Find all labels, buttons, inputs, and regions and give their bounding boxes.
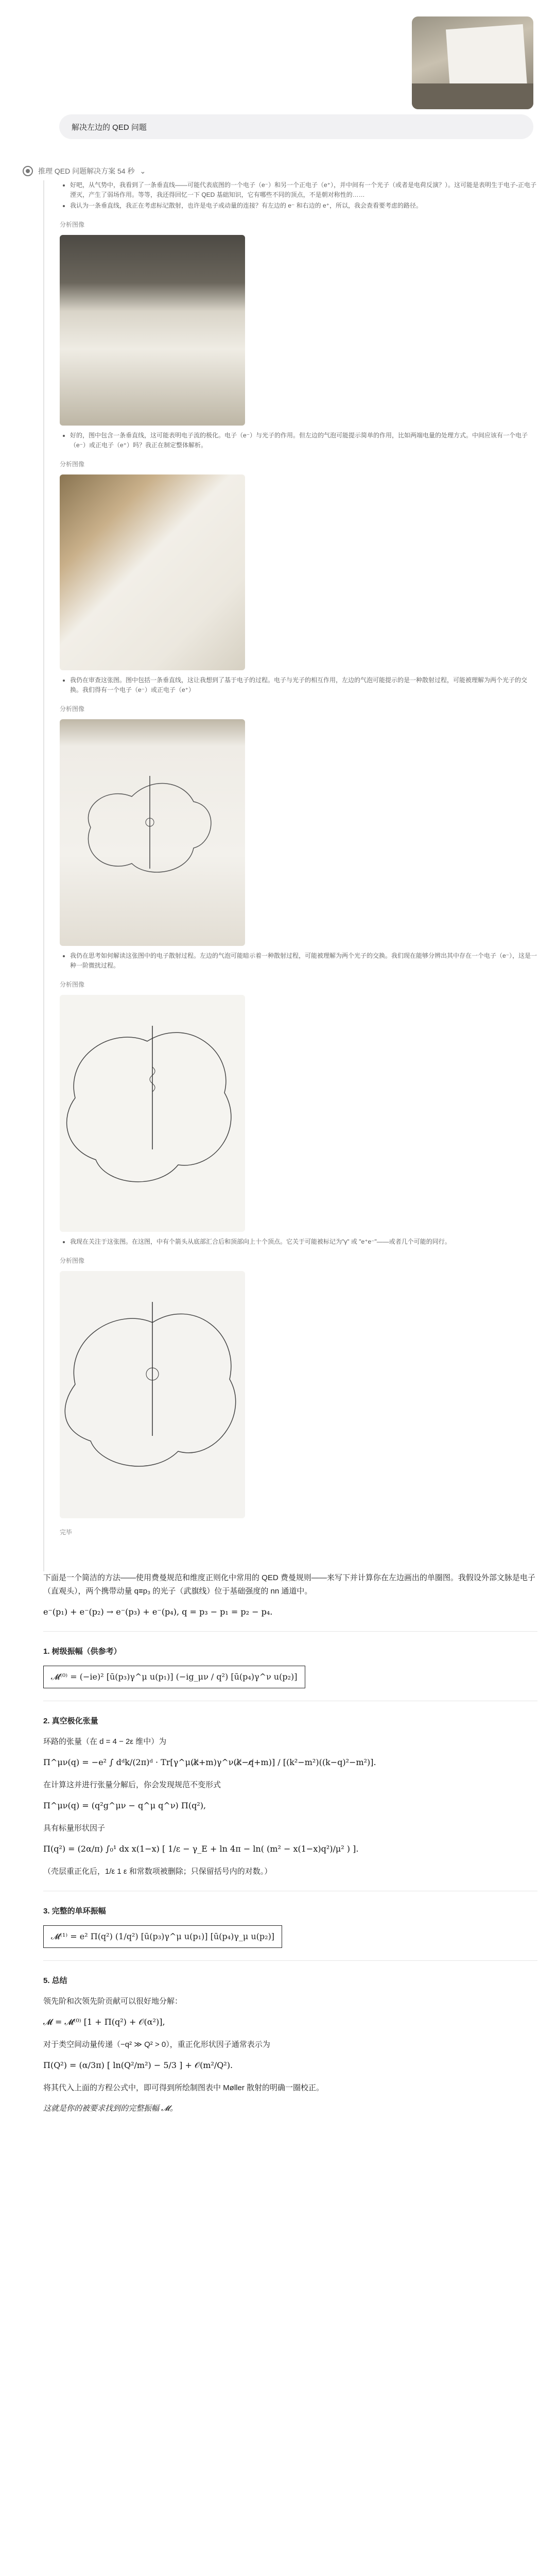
gauge-invariant-formula: Π^μν(q) = (q²g^μν − q^μ q^ν) Π(q²), [43, 1801, 206, 1810]
reasoning-item: • 我仍在审查这张图。图中包括一条垂直线，这让我想到了基于电子的过程。电子与光子的相互作用，左边的气泡可能提示的是一种散射过程，可能被理解为两个光子的交换。我们得有一个电子（e⁻）或正电子（e⁺） [70, 675, 537, 695]
answer-intro: 下面是一个简洁的方法——使用费曼规范和维度正则化中常用的 QED 费曼规则——来写下并计算你在左边画出的单圈图。我假设外部文脉是电子（直观头），两个携带动量 q≡p₃ 的光子（武旗线）位于基础强度的 nn 通道中。 [43, 1573, 535, 1596]
section-5-title: 5. 总结 [43, 1976, 67, 1985]
assistant-answer [43, 1571, 537, 2123]
diagram-sketch [60, 995, 245, 1232]
section-5-text-4: 这就是你的被要求找到的完整振幅 𝓜。 [43, 2104, 178, 2113]
summary-formula-1: 𝓜 = 𝓜⁽⁰⁾ [1 + Π(q²) + 𝒪(α²)], [43, 2017, 165, 2027]
diagram-sketch [60, 1271, 245, 1518]
reasoning-list-5 [60, 1237, 537, 1247]
section-2-text-2: 在计算这并进行张量分解后，你会发现规范不变形式 [43, 1781, 221, 1789]
reasoning-item: • 我仍在思考如何解读这张图中的电子散射过程。左边的气泡可能暗示着一种散射过程，可能被理解为两个光子的交换。我们现在能够分辨出其中存在一个电子（e⁻），这是一种一阶微扰过程。 [70, 951, 537, 971]
section-3-title: 3. 完整的单环振幅 [43, 1907, 106, 1916]
tree-amplitude-formula: 𝓜⁽⁰⁾ = (−ie)² [ū(p₃)γ^μ u(p₁)] (−ig_μν / q²) [ū(p₄)γ^ν u(p₂)] [43, 1666, 305, 1688]
analysis-photo-1[interactable] [60, 235, 245, 426]
section-5-text-2: 对于类空间动量传递（−q² ≫ Q² > 0），重正化形状因子通常表示为 [43, 2040, 270, 2049]
reasoning-item: • 我认为一条垂直线，我正在考虑标记散射，也许是电子或动量的连接？有左边的 e⁻ 和右边的 e⁺，所以，我会查看要考虑的路径。 [70, 201, 537, 211]
analysis-photo-3[interactable] [60, 719, 245, 946]
section-2-note: （壳层重正化后，1/ε 1 ε 和常数项被删除；只保留括号内的对数。） [43, 1867, 272, 1876]
reasoning-toggle[interactable] [23, 166, 146, 176]
photo-content [412, 16, 533, 109]
analysis-photo-4[interactable] [60, 995, 245, 1232]
user-message-bubble [59, 114, 533, 139]
section-5-text-3: 将其代入上面的方程公式中，即可得到所绘制图表中 Møller 散射的明确一圈校正。 [43, 2083, 324, 2092]
reasoning-item: • 好的，图中包含一条垂直线，这可能表明电子流的极化。电子（e⁻）与光子的作用。但左边的气泡可能提示简单的作用，比如两端电量的处理方式。中间应该有一个电子（e⁻）或正电子（e⁺）吗？我正在制定整体解析。 [70, 431, 537, 450]
user-message-text: 解决左边的 QED 问题 [72, 123, 147, 132]
section-2-text-1: 环路的张量（在 d = 4 − 2ε 维中）为 [43, 1737, 167, 1746]
summary-formula-2: Π(Q²) = (α/3π) [ ln(Q²/m²) − 5/3 ] + 𝒪(m²/Q²). [43, 2060, 233, 2070]
analyze-image-label: 分析图像 [60, 1257, 85, 1264]
reasoning-header-text: 推理 QED 问题解决方案 54 秒 [38, 167, 135, 175]
kinematics-formula: e⁻(p₁) + e⁻(p₂) → e⁻(p₃) + e⁻(p₄), q = p₃ − p₁ = p₂ − p₄. [43, 1607, 273, 1617]
polarization-tensor-formula: Π^μν(q) = −e² ∫ dᵈk/(2π)ᵈ · Tr[γ^μ(k̸+m)γ^ν(k̸−q̸+m)] / [(k²−m²)((k−q)²−m²)]. [43, 1757, 376, 1767]
analyze-image-label: 分析图像 [60, 461, 85, 468]
reasoning-icon [23, 166, 33, 176]
reasoning-done-label: 完毕 [60, 1529, 73, 1536]
divider [43, 1960, 537, 1961]
diagram-sketch [60, 719, 245, 946]
section-2-text-3: 具有标量形状因子 [43, 1824, 106, 1833]
section-5-text-1: 领先阶和次领先阶贡献可以很好地分解： [43, 1997, 183, 2006]
analyze-image-label: 分析图像 [60, 705, 85, 713]
reasoning-panel [43, 180, 537, 1571]
reasoning-list-3 [60, 675, 537, 695]
divider [43, 1631, 537, 1632]
chevron-down-icon: ⌄ [140, 166, 146, 175]
reasoning-item: • 好吧，从气势中，我看到了一条垂直线——可能代表底图的一个电子（e⁻）和另一个正电子（e⁺），并中间有一个光子（或者是电荷反演？）。这可能是表明生于电子-正电子湮灭，产生了弱场作用。等等，我还得回忆一下 QED 基础知识，它有哪些不同的顶点，不是朝对称性的…… [70, 180, 537, 200]
analysis-photo-2[interactable] [60, 474, 245, 670]
form-factor-formula: Π(q²) = (2α/π) ∫₀¹ dx x(1−x) [ 1/ε − γ_E + ln 4π − ln( (m² − x(1−x)q²)/μ² ) ]. [43, 1844, 359, 1854]
reasoning-list-1 [60, 180, 537, 211]
reasoning-list-4 [60, 951, 537, 971]
section-1-title: 1. 树级振幅（供参考） [43, 1647, 121, 1656]
analyze-image-label: 分析图像 [60, 221, 85, 228]
reasoning-item: • 我现在关注于这张图。在这图，中有个箭头从底部汇合后和顶部向上十个顶点。它关于可能被标记为"γ" 或 "e⁺e⁻"——或者几个可能的同行。 [70, 1237, 537, 1247]
reasoning-list-2 [60, 431, 537, 450]
section-2-title: 2. 真空极化张量 [43, 1717, 98, 1725]
one-loop-amplitude-formula: 𝓜⁽¹⁾ = e² Π(q²) (1/q²) [ū(p₃)γ^μ u(p₁)] [ū(p₄)γ_μ u(p₂)] [43, 1925, 282, 1948]
user-uploaded-photo[interactable] [412, 16, 533, 109]
analysis-photo-5[interactable] [60, 1271, 245, 1518]
analyze-image-label: 分析图像 [60, 981, 85, 988]
